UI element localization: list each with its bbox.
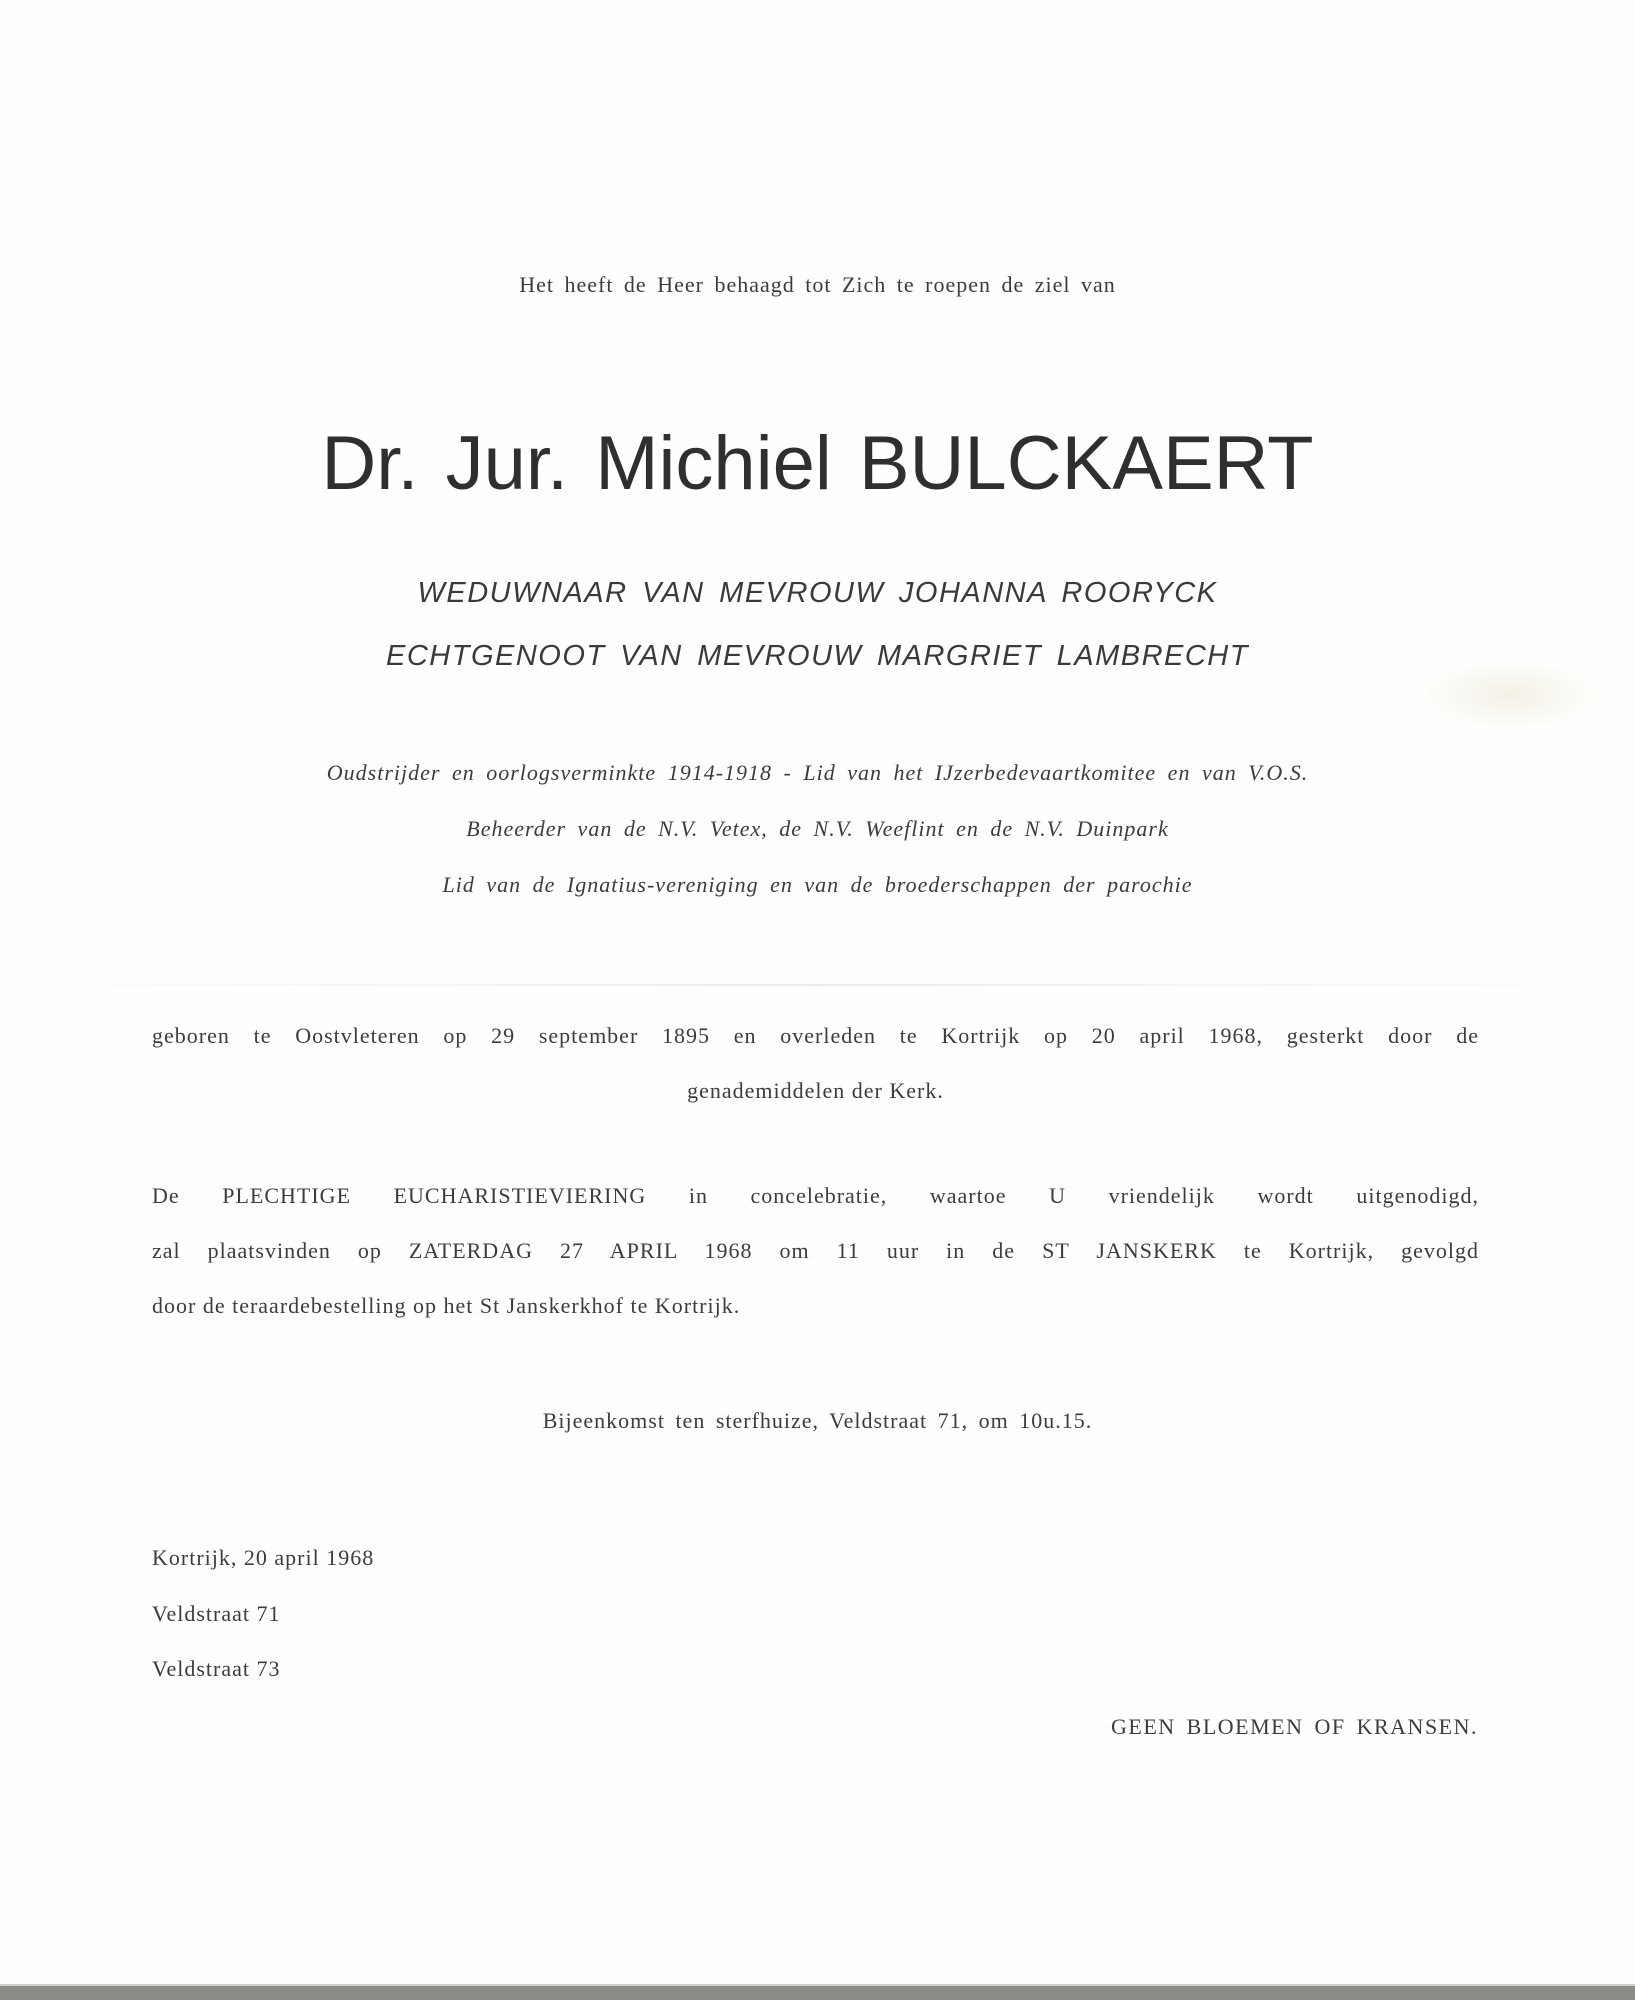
intro-text: Het heeft de Heer behaagd tot Zich te roepen de ziel van [519,272,1116,297]
address-line-1: Veldstraat 71 [152,1601,281,1626]
mass-line-2: zal plaatsvinden op ZATERDAG 27 APRIL 1968 om 11 uur in de ST JANSKERK te Kortrijk, gevolgd [152,1238,1479,1263]
spouse-line-husband: ECHTGENOOT VAN MEVROUW MARGRIET LAMBRECHT [386,640,1249,672]
birth-death-line-2: genademiddelen der Kerk. [687,1078,944,1103]
title-line-veteran: Oudstrijder en oorlogsverminkte 1914-1918 - Lid van het IJzerbedevaartkomitee en van V.O.S. [326,760,1309,785]
title-line-member: Lid van de Ignatius-vereniging en van de broederschappen der parochie [442,872,1193,897]
title-line-director: Beheerder van de N.V. Vetex, de N.V. Weeflint en de N.V. Duinpark [466,816,1169,841]
mass-line-1: De PLECHTIGE EUCHARISTIEVIERING in concelebratie, waartoe U vriendelijk wordt uitgenodigd, [152,1183,1479,1208]
spouse-line-widower: WEDUWNAAR VAN MEVROUW JOHANNA ROORYCK [417,577,1218,609]
place-date: Kortrijk, 20 april 1968 [152,1545,375,1570]
birth-death-paragraph [152,1008,1479,1118]
deceased-name: Dr. Jur. Michiel BULCKAERT [321,421,1314,506]
no-flowers-notice: GEEN BLOEMEN OF KRANSEN. [1111,1714,1478,1739]
mass-paragraph [152,1168,1479,1333]
bottom-edge-shadow [0,1986,1635,2000]
gathering-text: Bijeenkomst ten sterfhuize, Veldstraat 71, om 10u.15. [542,1408,1093,1433]
birth-death-line-1: geboren te Oostvleteren op 29 september 1895 en overleden te Kortrijk op 20 april 1968, gesterkt door de [152,1023,1479,1048]
address-line-2: Veldstraat 73 [152,1656,281,1681]
paper-fold-line [0,984,1635,986]
mass-line-3: door de teraardebestelling op het St Janskerkhof te Kortrijk. [152,1293,741,1318]
